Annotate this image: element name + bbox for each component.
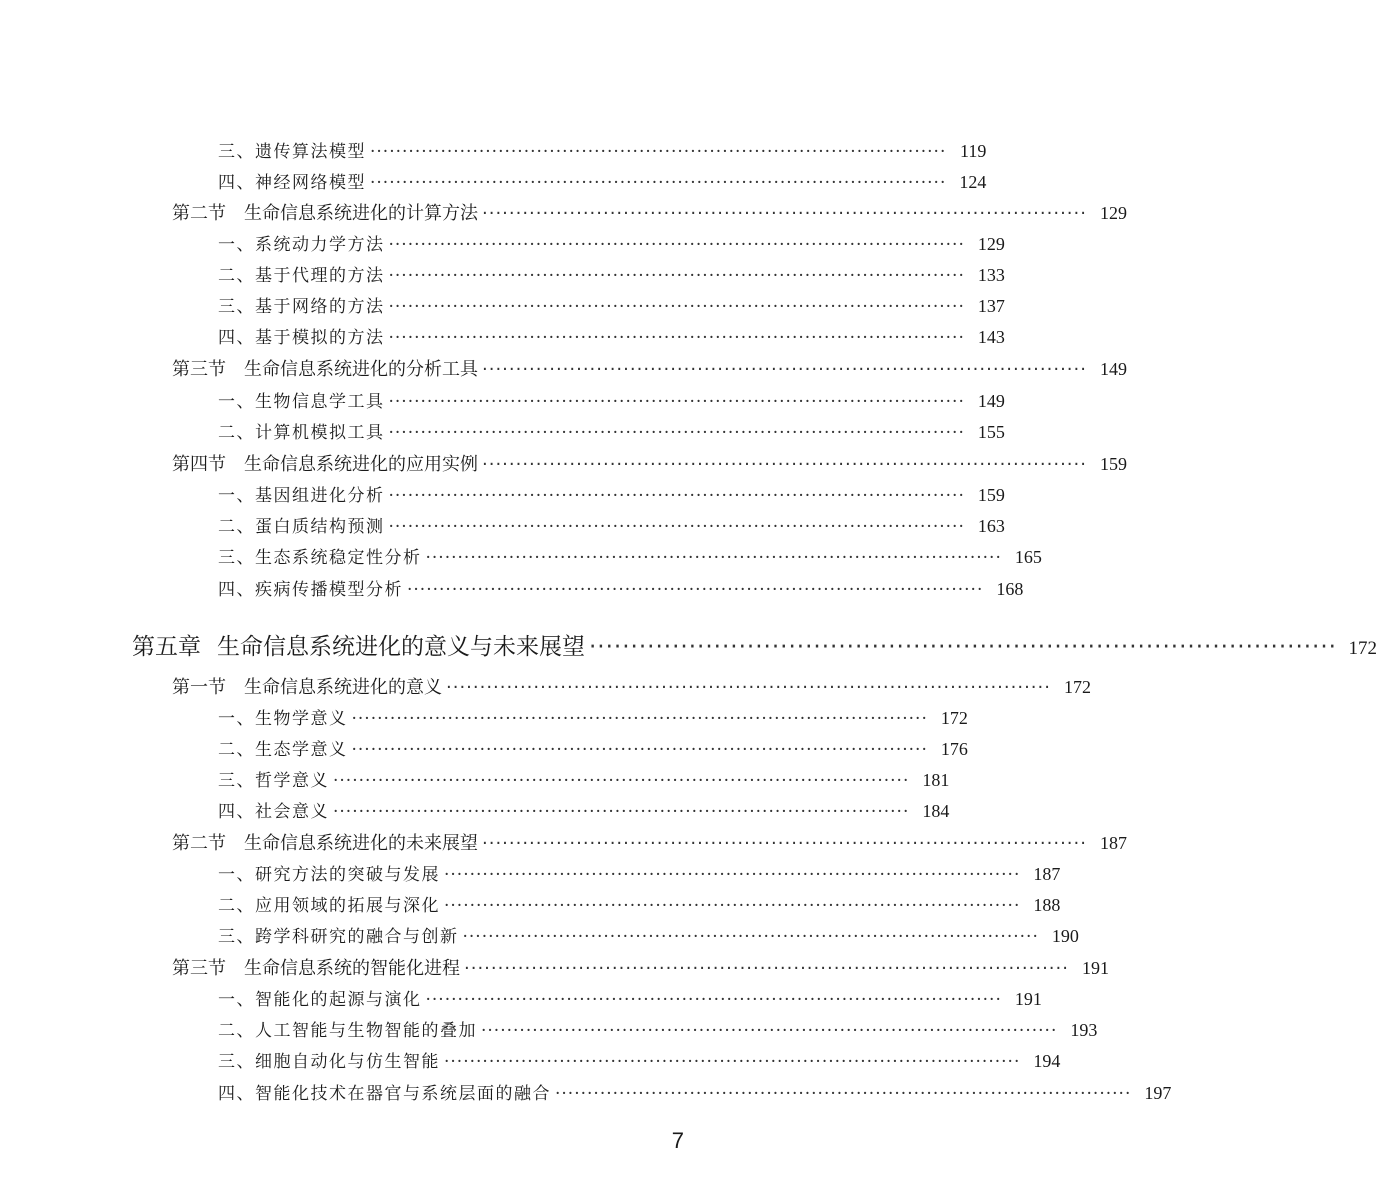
toc-section-number: 第四节 — [172, 454, 226, 475]
toc-item — [218, 766, 950, 791]
toc-section-title: 生命信息系统进化的应用实例 — [244, 454, 478, 475]
toc-page-number: 172 — [1063, 677, 1091, 697]
toc-item-title: 三、生态系统稳定性分析 — [218, 548, 422, 568]
toc-page-number: 188 — [1033, 895, 1061, 915]
toc-section-number: 第三节 — [172, 958, 226, 979]
toc-leader-dots: ·························································································· — [388, 392, 965, 412]
toc-item-title: 二、计算机模拟工具 — [218, 423, 385, 443]
toc-leader-dots: ·························································································· — [388, 423, 965, 443]
toc-item — [218, 985, 1042, 1010]
toc-leader-dots: ·························································································· — [482, 454, 1087, 475]
toc-chapter-title: 生命信息系统进化的意义与未来展望 — [217, 634, 585, 660]
toc-leader-dots: ·························································································· — [555, 1084, 1132, 1104]
toc-page-number: 172 — [1348, 638, 1377, 659]
toc-page-number: 193 — [1070, 1020, 1098, 1040]
toc-page-number: 149 — [977, 391, 1005, 411]
toc-section-number: 第一节 — [172, 677, 226, 698]
toc-item — [218, 292, 1005, 317]
toc-page-number: 149 — [1099, 359, 1127, 379]
toc-item-title: 三、基于网络的方法 — [218, 297, 385, 317]
toc-item-title: 一、生物学意义 — [218, 709, 348, 729]
toc-item — [218, 323, 1005, 348]
toc-leader-dots: ·························································································· — [482, 833, 1087, 854]
toc-item-title: 二、生态学意义 — [218, 740, 348, 760]
toc-item — [218, 512, 1005, 537]
toc-section-number: 第二节 — [172, 833, 226, 854]
toc-item-title: 三、细胞自动化与仿生智能 — [218, 1052, 440, 1072]
toc-section — [172, 355, 1127, 381]
toc-page-number: 159 — [1099, 454, 1127, 474]
toc-page-number: 137 — [977, 296, 1005, 316]
toc-page-number: 163 — [977, 516, 1005, 536]
toc-page-number: 190 — [1051, 926, 1079, 946]
toc-section-title: 生命信息系统的智能化进程 — [244, 958, 460, 979]
toc-page-number: 129 — [977, 234, 1005, 254]
toc-page-number: 159 — [977, 485, 1005, 505]
toc-section-title: 生命信息系统进化的未来展望 — [244, 833, 478, 854]
toc-leader-dots: ·························································································· — [482, 203, 1087, 224]
toc-item — [218, 230, 1005, 255]
toc-leader-dots: ·························································································· — [351, 709, 928, 729]
toc-leader-dots: ·························································································· — [333, 771, 910, 791]
toc-page-number: 119 — [960, 141, 987, 161]
toc-item-title: 一、研究方法的突破与发展 — [218, 865, 440, 885]
toc-section-title: 生命信息系统进化的分析工具 — [244, 359, 478, 380]
toc-item-title: 四、社会意义 — [218, 802, 329, 822]
toc-section — [172, 199, 1127, 225]
toc-item — [218, 543, 1042, 568]
toc-item — [218, 168, 987, 193]
toc-item-title: 四、基于模拟的方法 — [218, 328, 385, 348]
toc-leader-dots: ·························································································· — [444, 1052, 1021, 1072]
toc-item — [218, 418, 1005, 443]
toc-item-title: 三、遗传算法模型 — [218, 142, 366, 162]
toc-section-number: 第二节 — [172, 203, 226, 224]
toc-page-number: 165 — [1014, 547, 1042, 567]
toc-leader-dots: ·························································································· — [482, 359, 1087, 380]
toc-item-title: 二、应用领域的拓展与深化 — [218, 896, 440, 916]
toc-leader-dots: ·························································································· — [446, 677, 1051, 698]
toc-item-title: 三、哲学意义 — [218, 771, 329, 791]
toc-leader-dots: ·························································································· — [370, 173, 947, 193]
toc-leader-dots: ·························································································· — [388, 328, 965, 348]
toc-chapter-number: 第五章 — [132, 634, 201, 660]
toc-section-number: 第三节 — [172, 359, 226, 380]
toc-page-number: 187 — [1099, 833, 1127, 853]
toc-leader-dots: ·························································································· — [425, 548, 1002, 568]
toc-item-title: 一、系统动力学方法 — [218, 235, 385, 255]
toc-section-title: 生命信息系统进化的意义 — [244, 677, 442, 698]
toc-section — [172, 954, 1109, 980]
toc-section — [172, 829, 1127, 855]
toc-page-number: 191 — [1081, 958, 1109, 978]
toc-page-number: 133 — [977, 265, 1005, 285]
toc-item — [218, 137, 987, 162]
toc-item-title: 一、生物信息学工具 — [218, 392, 385, 412]
toc-page-number: 143 — [977, 327, 1005, 347]
toc-item — [218, 891, 1061, 916]
toc-page-number: 191 — [1014, 989, 1042, 1009]
toc-leader-dots: ·························································································· — [481, 1021, 1058, 1041]
toc-leader-dots: ·························································································· — [351, 740, 928, 760]
toc-page-number: 129 — [1099, 203, 1127, 223]
toc-chapter — [132, 628, 1377, 661]
toc-leader-dots: ·························································································· — [388, 297, 965, 317]
toc-item — [218, 1047, 1061, 1072]
toc-leader-dots: ·························································································· — [444, 865, 1021, 885]
toc-page-number: 155 — [977, 422, 1005, 442]
toc-page-number: 184 — [922, 801, 950, 821]
toc-item — [218, 1079, 1172, 1104]
toc-leader-dots: ·························································································· — [425, 990, 1002, 1010]
toc-page-number: 124 — [959, 172, 987, 192]
toc-section-title: 生命信息系统进化的计算方法 — [244, 203, 478, 224]
toc-leader-dots: ·························································································· — [370, 142, 947, 162]
toc-item-title: 二、人工智能与生物智能的叠加 — [218, 1021, 477, 1041]
toc-item — [218, 735, 968, 760]
toc-section — [172, 673, 1091, 699]
toc-page-number: 194 — [1033, 1051, 1061, 1071]
toc-page-number: 176 — [940, 739, 968, 759]
folio-page-number: 7 — [671, 1128, 684, 1153]
toc-page-number: 181 — [922, 770, 950, 790]
toc-item — [218, 261, 1005, 286]
toc-item — [218, 860, 1061, 885]
toc-leader-dots: ·························································································· — [589, 634, 1337, 660]
toc-item-title: 四、智能化技术在器官与系统层面的融合 — [218, 1084, 551, 1104]
toc-item-title: 二、蛋白质结构预测 — [218, 517, 385, 537]
toc-leader-dots: ·························································································· — [388, 235, 965, 255]
toc-leader-dots: ·························································································· — [333, 802, 910, 822]
toc-item-title: 三、跨学科研究的融合与创新 — [218, 927, 459, 947]
toc-item — [218, 922, 1079, 947]
toc-item — [218, 1016, 1098, 1041]
toc-page-number: 172 — [940, 708, 968, 728]
toc-page-number: 187 — [1033, 864, 1061, 884]
toc-item-title: 一、智能化的起源与演化 — [218, 990, 422, 1010]
toc-item — [218, 797, 950, 822]
toc-item-title: 二、基于代理的方法 — [218, 266, 385, 286]
toc-item-title: 四、神经网络模型 — [218, 173, 366, 193]
toc-page-number: 168 — [996, 579, 1024, 599]
toc-item-title: 四、疾病传播模型分析 — [218, 580, 403, 600]
toc-leader-dots: ·························································································· — [464, 958, 1069, 979]
toc-item-title: 一、基因组进化分析 — [218, 486, 385, 506]
toc-page-number: 197 — [1144, 1083, 1172, 1103]
toc-item — [218, 575, 1024, 600]
toc-section — [172, 450, 1127, 476]
toc-leader-dots: ·························································································· — [388, 486, 965, 506]
toc-item — [218, 704, 968, 729]
toc-leader-dots: ·························································································· — [388, 266, 965, 286]
toc-leader-dots: ·························································································· — [462, 927, 1039, 947]
toc-leader-dots: ·························································································· — [407, 580, 984, 600]
toc-leader-dots: ·························································································· — [444, 896, 1021, 916]
toc-leader-dots: ·························································································· — [388, 517, 965, 537]
toc-item — [218, 481, 1005, 506]
toc-item — [218, 387, 1005, 412]
